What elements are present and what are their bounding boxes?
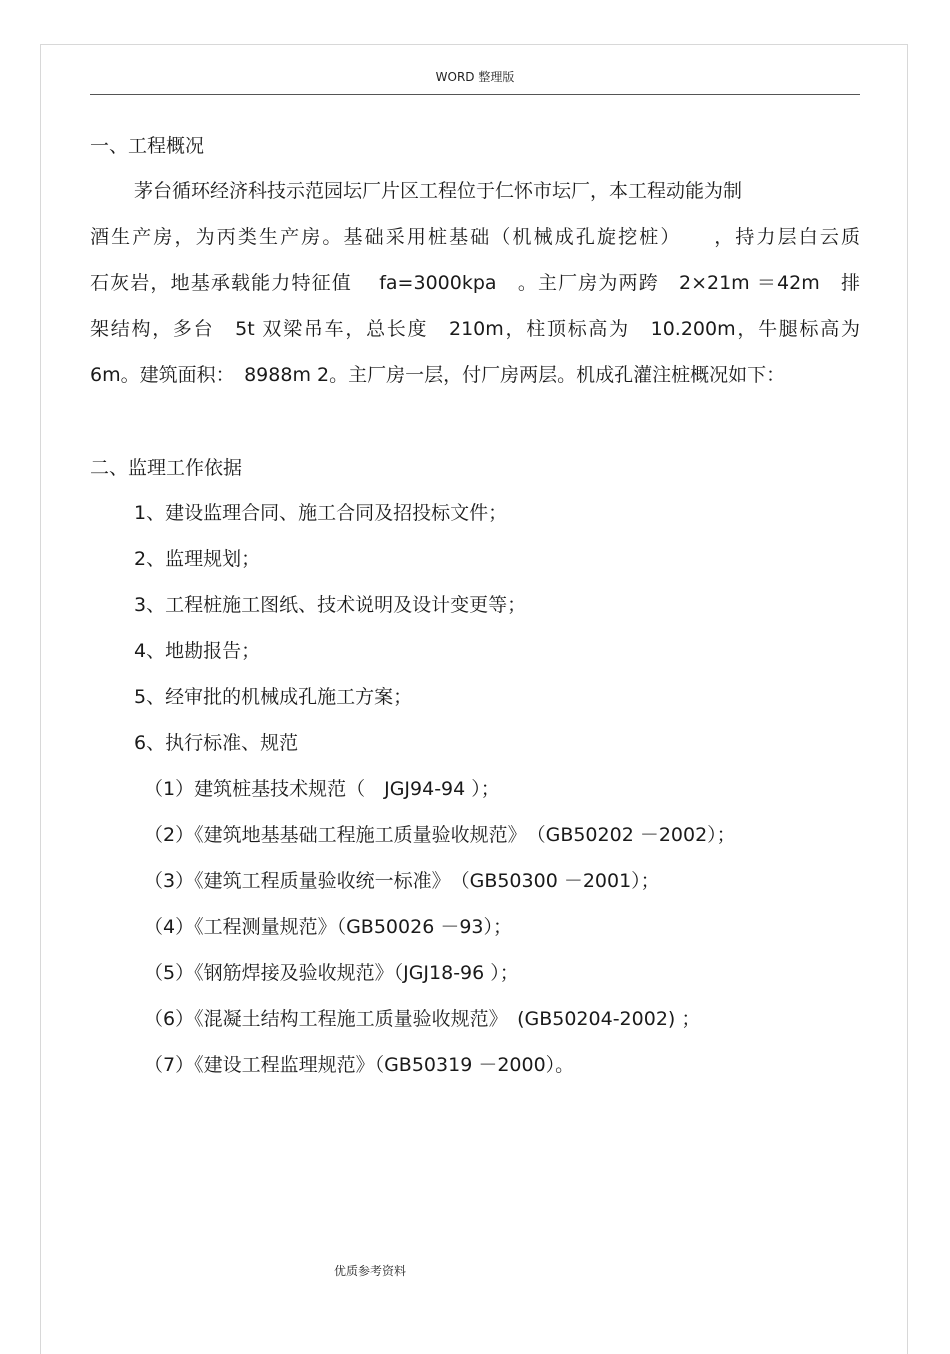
list-item: 3、工程桩施工图纸、技术说明及设计变更等；	[134, 594, 527, 616]
page-header	[90, 66, 860, 95]
standard-item: （7）《建设工程监理规范》（GB50319 －2000）。	[144, 1054, 575, 1076]
list-item: 1、建设监理合同、施工合同及招投标文件；	[134, 502, 508, 524]
paragraph-line: 茅台循环经济科技示范园坛厂片区工程位于仁怀市坛厂，本工程动能为制	[134, 180, 743, 202]
section-heading-basis: 二、监理工作依据	[90, 457, 243, 479]
standard-item: （5）《钢筋焊接及验收规范》（JGJ18-96 ）；	[144, 962, 519, 984]
standard-item: （2）《建筑地基基础工程施工质量验收规范》 （GB50202 －2002）；	[144, 824, 736, 846]
list-item: 5、经审批的机械成孔施工方案；	[134, 686, 413, 708]
paragraph-line: 酒生产房，为丙类生产房。基础采用桩基础（机械成孔旋挖桩） ，持力层白云质	[90, 226, 860, 248]
list-item: 4、地勘报告；	[134, 640, 261, 662]
page-footer: 优质参考资料	[334, 1264, 407, 1278]
header-text: WORD 整理版	[435, 70, 515, 84]
list-item: 2、监理规划；	[134, 548, 261, 570]
standards-list	[144, 772, 736, 1094]
standard-item: （1）建筑桩基技术规范（ JGJ94-94 ）；	[144, 778, 500, 800]
basis-list	[134, 496, 526, 772]
standard-item: （6）《混凝土结构工程施工质量验收规范》 (GB50204-2002) ；	[144, 1008, 701, 1030]
paragraph-line: 6m。建筑面积： 8988m 2。主厂房一层，付厂房两层。机成孔灌注桩概况如下：	[90, 364, 786, 386]
standard-item: （4）《工程测量规范》（GB50026 －93）；	[144, 916, 513, 938]
list-item: 6、执行标准、规范	[134, 732, 299, 754]
overview-paragraph	[90, 168, 860, 398]
paragraph-line: 架结构，多台 5t 双梁吊车，总长度 210m，柱顶标高为 10.200m，牛腿标高为	[90, 318, 860, 340]
paragraph-line: 石灰岩，地基承载能力特征值 fa=3000kpa 。主厂房为两跨 2×21m ＝42m 排	[90, 272, 860, 294]
section-heading-overview: 一、工程概况	[90, 135, 205, 157]
standard-item: （3）《建筑工程质量验收统一标准》 （GB50300 －2001）；	[144, 870, 660, 892]
